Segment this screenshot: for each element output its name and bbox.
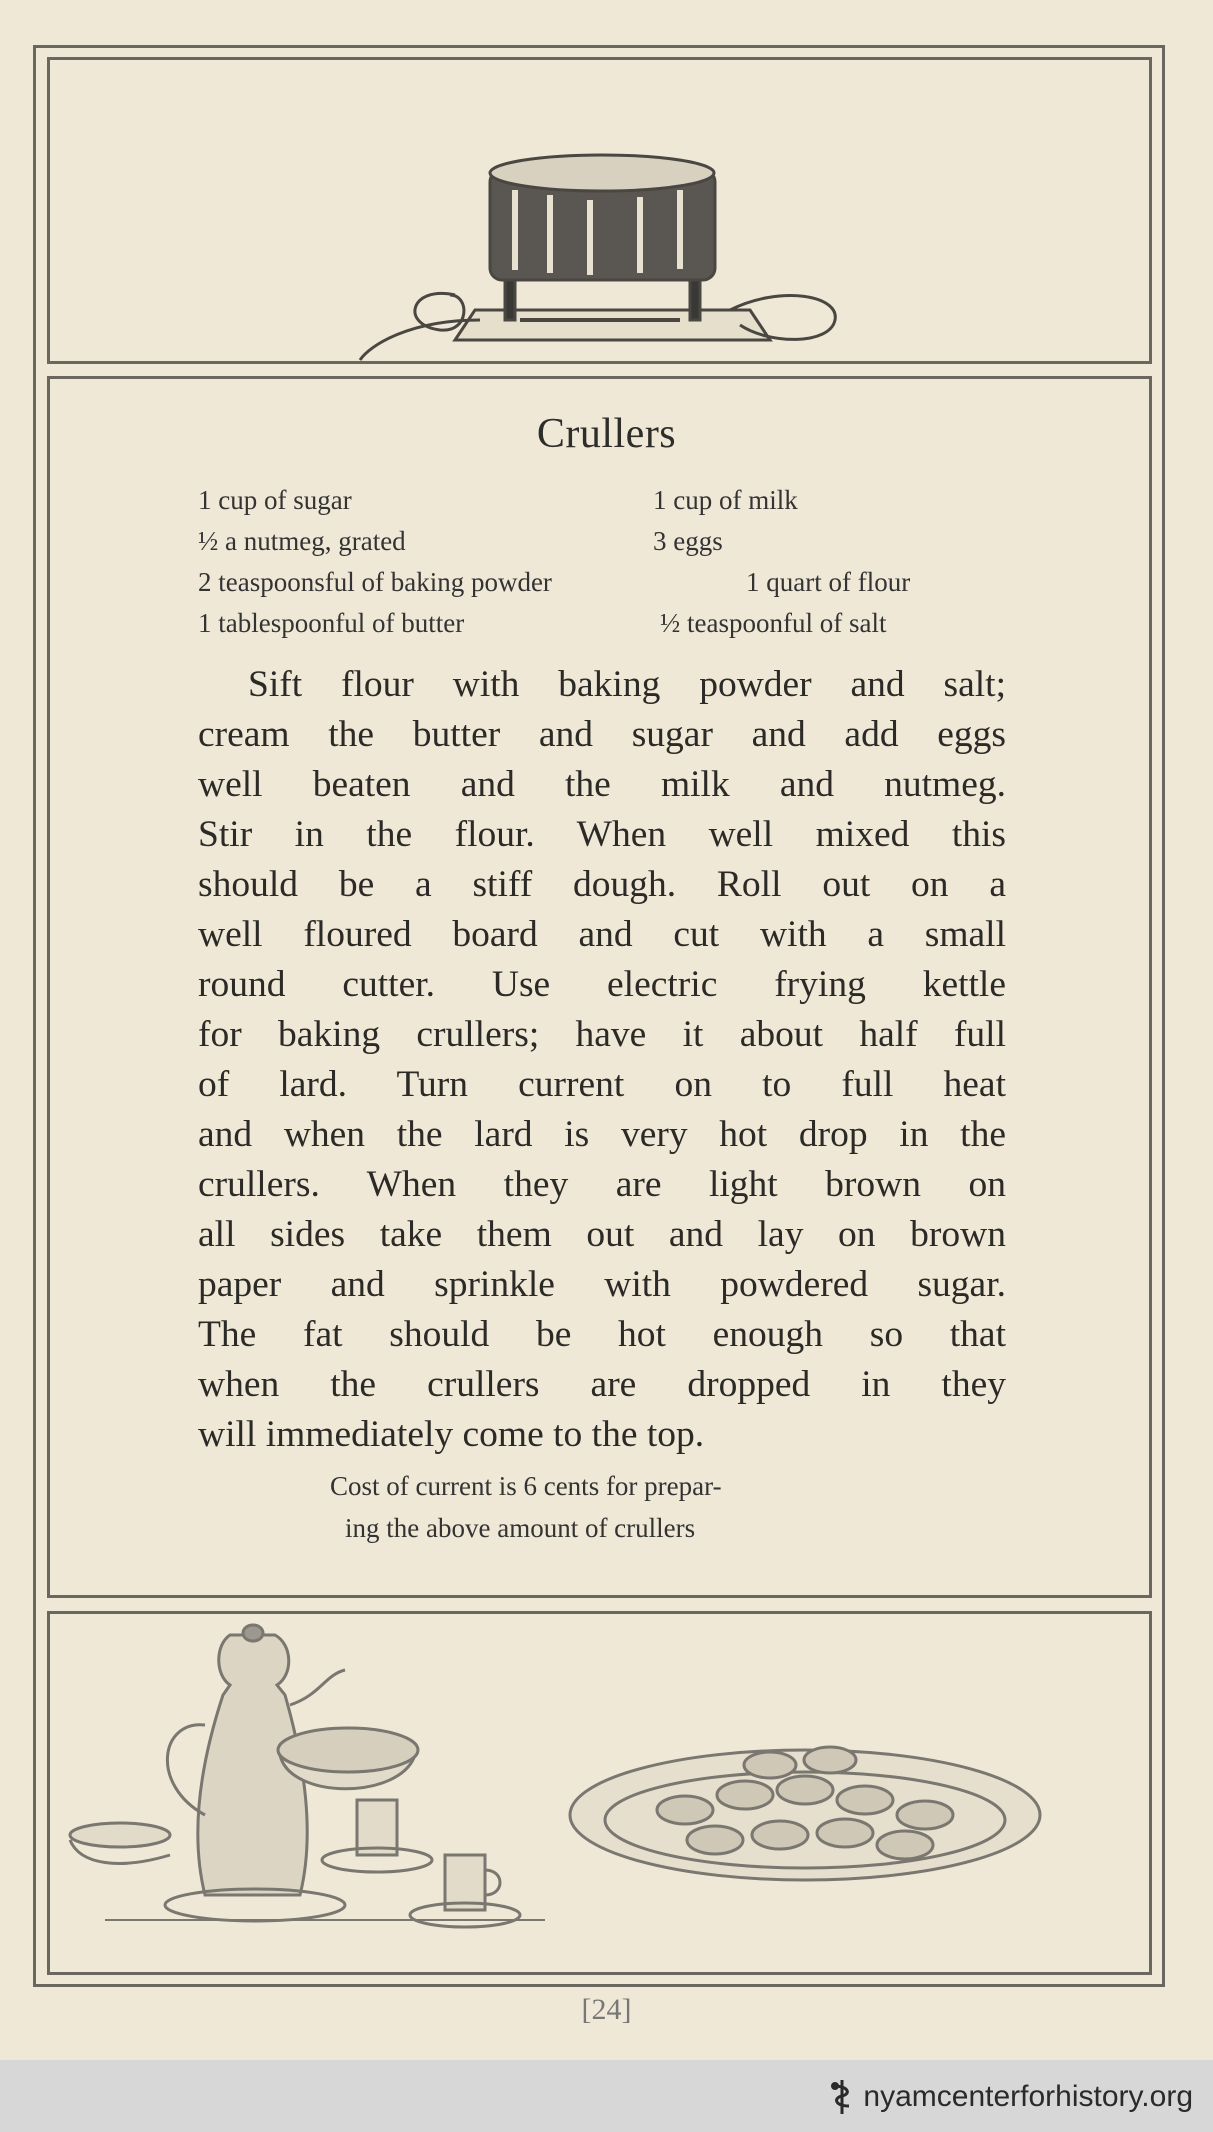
instruction-line: well floured board and cut with a small (198, 914, 1006, 955)
instruction-line: cream the butter and sugar and add eggs (198, 714, 1006, 755)
instruction-line: of lard. Turn current on to full heat (198, 1064, 1006, 1105)
ingredient-list (198, 480, 998, 644)
site-url: nyamcenterforhistory.org (863, 2080, 1193, 2113)
coffee-and-crullers-illustration (65, 1615, 1045, 1965)
cost-note (0, 1465, 1213, 1549)
instruction-line: for baking crullers; have it about half full (198, 1014, 1006, 1055)
ingredient-item: ½ teaspoonful of salt (660, 608, 887, 638)
cost-note-line: Cost of current is 6 cents for prepar- (330, 1471, 722, 1501)
ingredient-item: 1 cup of sugar (198, 485, 352, 515)
instruction-line: round cutter. Use electric frying kettle (198, 964, 1006, 1005)
instruction-line: well beaten and the milk and nutmeg. (198, 764, 1006, 805)
instruction-line: should be a stiff dough. Roll out on a (198, 864, 1006, 905)
instruction-line: and when the lard is very hot drop in the (198, 1114, 1006, 1155)
instruction-line: Stir in the flour. When well mixed this (198, 814, 1006, 855)
ingredient-row (198, 603, 998, 644)
ingredient-item: 2 teaspoonsful of baking powder (198, 567, 552, 597)
ingredient-item: 1 quart of flour (746, 567, 911, 597)
ingredient-row (198, 521, 998, 562)
ingredient-item: ½ a nutmeg, grated (198, 526, 406, 556)
instruction-line: Sift flour with baking powder and salt; (248, 664, 1006, 705)
ingredient-row (198, 562, 998, 603)
ingredient-row (198, 480, 998, 521)
recipe-title: Crullers (536, 411, 677, 457)
instruction-line: paper and sprinkle with powdered sugar. (198, 1264, 1006, 1305)
caduceus-icon (827, 2078, 857, 2116)
site-watermark (827, 2078, 1193, 2116)
instruction-line: will immediately come to the top. (198, 1414, 705, 1455)
instruction-line: all sides take them out and lay on brown (198, 1214, 1006, 1255)
ingredient-item: 3 eggs (653, 526, 723, 556)
page-number: [24] (581, 1993, 632, 2026)
instruction-line: crullers. When they are light brown on (198, 1164, 1006, 1205)
electric-kettle-illustration (350, 145, 850, 365)
cost-note-line: ing the above amount of crullers (345, 1513, 696, 1543)
recipe-instructions (198, 660, 1006, 1460)
ingredient-item: 1 tablespoonful of butter (198, 608, 465, 638)
instruction-line: when the crullers are dropped in they (198, 1364, 1006, 1405)
instruction-line: The fat should be hot enough so that (198, 1314, 1006, 1355)
ingredient-item: 1 cup of milk (653, 485, 798, 515)
